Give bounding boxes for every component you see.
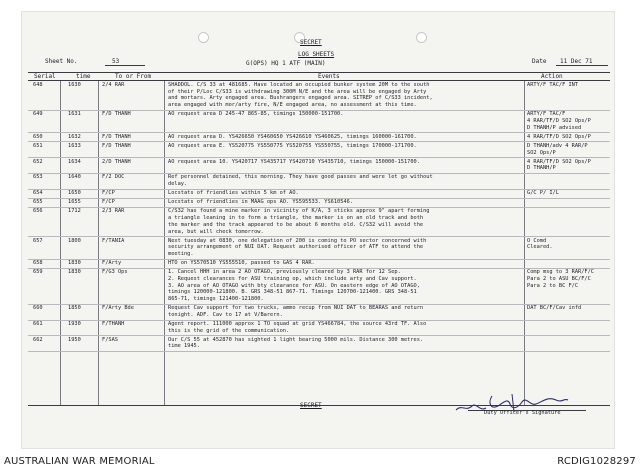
col-action: Action xyxy=(541,73,563,80)
row-action-line: Cleared. xyxy=(527,244,553,251)
signature-caption: Duty Officer's Signature xyxy=(484,410,561,416)
row-time: 1850 xyxy=(68,305,81,312)
row-event-line: of their P/Loc C/S33 is withdrawing 300M N/E and the area will be engaged by Arty xyxy=(168,88,427,95)
row-serial: 650 xyxy=(33,133,43,140)
row-serial: 661 xyxy=(33,320,43,327)
column-divider xyxy=(60,81,61,405)
col-events: Events xyxy=(318,73,340,80)
row-event-line: tonight. ADF. Cav to 17 at V/Barern. xyxy=(168,311,283,318)
row-serial: 659 xyxy=(33,269,43,276)
row-time: 1632 xyxy=(68,133,81,140)
row-event-line: Our C/S 55 at 452870 has sighted 1 light bearing 5000 mils. Distance 300 metres. xyxy=(168,336,424,343)
col-time: time xyxy=(76,73,91,80)
row-tofrom: F/CP xyxy=(102,190,115,197)
row-serial: 656 xyxy=(33,208,43,215)
row-event-line: 1. Cancel HHH in area 2 AO OTAGO, previously cleared by 3 RAR for 12 Sep. xyxy=(168,269,401,276)
row-event-line: and mortars. Arty engaged area. Bushrangers engaged area. SITREP of C/S33 incident, xyxy=(168,95,433,102)
row-action-line: O Comd xyxy=(527,237,547,244)
classification-bottom: SECRET xyxy=(300,402,322,409)
row-tofrom: F/TANIA xyxy=(102,237,125,244)
punch-hole xyxy=(198,32,209,43)
row-tofrom: F/D THANH xyxy=(102,133,131,140)
row-event-line: SHADDOL. C/S 33 at 481685. Have located an occupied bunker system 20M to the south xyxy=(168,82,430,88)
row-action-line: Comp msg to 3 RAR/F/C xyxy=(527,269,594,276)
col-tofrom: To or From xyxy=(115,73,152,80)
row-serial: 649 xyxy=(33,111,43,118)
row-event-line: timings 120000-121800. B. GRS 348-51 867-71. Timings 120700-121400. GRS 348-51 xyxy=(168,289,417,296)
col-serial: Serial xyxy=(34,73,56,80)
row-action-line: 4 RAR/TF/D SO2 Ops/P xyxy=(527,133,591,140)
row-event-line: area, but will check tomorrow. xyxy=(168,228,264,235)
row-action-line: Para 2 to BC F/C xyxy=(527,282,579,289)
row-time: 1633 xyxy=(68,142,81,149)
row-tofrom: F/Arty Bde xyxy=(102,305,134,312)
row-event-line: Ref personnel detained, this morning. They have good passes and were let go without xyxy=(168,174,433,181)
log-title: LOG SHEETS xyxy=(298,51,335,58)
row-tofrom: 2/4 RAR xyxy=(102,82,125,88)
row-event-line: meeting. xyxy=(168,251,194,257)
row-tofrom: F/Arty xyxy=(102,260,122,267)
row-serial: 652 xyxy=(33,158,43,165)
row-serial: 655 xyxy=(33,199,43,206)
row-action-line: SO2 Ops/P xyxy=(527,149,556,156)
row-action-line: G/C P/ I/L xyxy=(527,190,559,197)
row-event-line: delay. xyxy=(168,181,188,188)
date-label: Date xyxy=(532,58,547,65)
row-event-line: security arrangement of NUI DAT. Request authorised officer of ATF to attend the xyxy=(168,244,424,251)
row-event-line: Request Cav support for two trucks, ammo recup from NUI DAT to BEARAS and return xyxy=(168,305,424,312)
row-event-line: AO request area 10. YS420717 YS435717 YS420710 YS435710, timings 150000-151700. xyxy=(168,158,420,165)
column-divider xyxy=(164,81,165,405)
date-value: 11 Dec 71 xyxy=(560,58,593,65)
archive-source: AUSTRALIAN WAR MEMORIAL xyxy=(4,456,155,467)
row-time: 1712 xyxy=(68,208,81,215)
date-underline xyxy=(556,65,608,66)
row-event-line: a triangle leaning in to form a triangle, the marker is on an old track and both xyxy=(168,215,424,222)
row-serial: 658 xyxy=(33,260,43,267)
log-unit: G(OPS) HQ 1 ATF (MAIN) xyxy=(246,60,326,67)
row-time: 1650 xyxy=(68,190,81,197)
row-tofrom: 2/3 RAR xyxy=(102,208,125,215)
sheet-underline xyxy=(105,65,145,66)
row-event-line: Locstats of friendlies within 5 km of AO. xyxy=(168,190,299,197)
row-event-line: 3. AO area of AO OTAGO with bty clearance for ASU. On eastern edge of AO OTAGO, xyxy=(168,282,420,289)
row-action-line: D THANH/P xyxy=(527,165,556,172)
row-event-line: AO request area E. YS520775 YS550775 YS520755 YS550755, timings 170000-171700. xyxy=(168,142,417,149)
row-serial: 660 xyxy=(33,305,43,312)
row-serial: 662 xyxy=(33,336,43,343)
row-tofrom: F/D THANH xyxy=(102,142,131,149)
row-tofrom: F/CP xyxy=(102,199,115,206)
row-event-line: Agent report. 111000 approx 1 TO squad at grid YS466784, the source 43rd TF. Also xyxy=(168,320,427,327)
row-action-line: D THANH/P advised xyxy=(527,124,582,131)
row-time: 1655 xyxy=(68,199,81,206)
row-action-line: 4 RAR/TF/D SO2 Ops/P xyxy=(527,117,591,124)
archive-footer xyxy=(0,450,640,472)
row-event-line: 865-71, timings 121400-121800. xyxy=(168,296,264,302)
row-tofrom: F/THANH xyxy=(102,320,125,327)
row-tofrom: 2/D THANH xyxy=(102,158,131,165)
row-serial: 653 xyxy=(33,174,43,181)
row-time: 1830 xyxy=(68,260,81,267)
row-time: 1634 xyxy=(68,158,81,165)
row-event-line: time 1945. xyxy=(168,343,200,350)
row-serial: 657 xyxy=(33,237,43,244)
punch-hole xyxy=(416,32,427,43)
sheet-label: Sheet No. xyxy=(45,58,78,65)
row-time: 1800 xyxy=(68,237,81,244)
row-time: 1640 xyxy=(68,174,81,181)
classification-top: SECRET xyxy=(300,39,322,46)
row-event-line: Locstats of friendlies in MAAG ops AO. YS595533. YS610546. xyxy=(168,199,353,206)
row-tofrom: F/G3 Ops xyxy=(102,269,128,276)
row-event-line: 2. Request clearances for ASU training op, which include arty and Cav support. xyxy=(168,275,417,282)
row-time: 1830 xyxy=(68,269,81,276)
archive-id: RCDIG1028297 xyxy=(557,456,636,467)
row-time: 1950 xyxy=(68,336,81,343)
row-serial: 651 xyxy=(33,142,43,149)
row-event-line: area engaged with mor/arty fire, N/E engaged area, no assessment at this time. xyxy=(168,102,417,109)
row-event-line: AO request area D. YS426650 YS460650 YS426610 YS460625, timings 160000-161700. xyxy=(168,133,417,140)
row-time: 1930 xyxy=(68,320,81,327)
row-event-line: this is the grid of the communication. xyxy=(168,327,290,334)
row-event-line: C/S32 has found a mine marker in vicinity of K/A, 3 sticks approx 9" apart forming xyxy=(168,208,430,215)
row-tofrom: F/D THANH xyxy=(102,111,131,118)
column-divider xyxy=(524,81,525,405)
row-tofrom: F/SAS xyxy=(102,336,118,343)
row-serial: 654 xyxy=(33,190,43,197)
row-action-line: 4 RAR/TF/D SO2 Ops/P xyxy=(527,158,591,165)
row-tofrom: F/2 DOC xyxy=(102,174,125,181)
row-action-line: DAT BC/F/Cav infd xyxy=(527,305,582,312)
row-serial: 648 xyxy=(33,82,43,88)
row-event-line: the marker and the track appeared to be about 6 months old. C/S32 will avoid the xyxy=(168,221,424,228)
row-event-line: Next tuesday at 0830, one delegation of 200 is coming to PO sector concerned with xyxy=(168,237,427,244)
sheet-number: 53 xyxy=(112,58,120,65)
column-divider xyxy=(98,81,99,405)
row-time: 1631 xyxy=(68,111,81,118)
row-action-line: Para 2 to ASU BC/F/C xyxy=(527,275,591,282)
row-action-line: D THANH/adv 4 RAR/P xyxy=(527,142,588,149)
row-action-line: ARTY/F TAC/F INT xyxy=(527,82,579,88)
row-event-line: AO request area D 245-47 865-85, timings 150000-151700. xyxy=(168,111,344,118)
row-action-line: ARTY/F TAC/F xyxy=(527,111,566,118)
row-time: 1630 xyxy=(68,82,81,88)
header-rule-bottom xyxy=(28,80,610,81)
row-event-line: HTO on YS570510 YS555510, passed to GAS 4 RAR. xyxy=(168,260,315,267)
